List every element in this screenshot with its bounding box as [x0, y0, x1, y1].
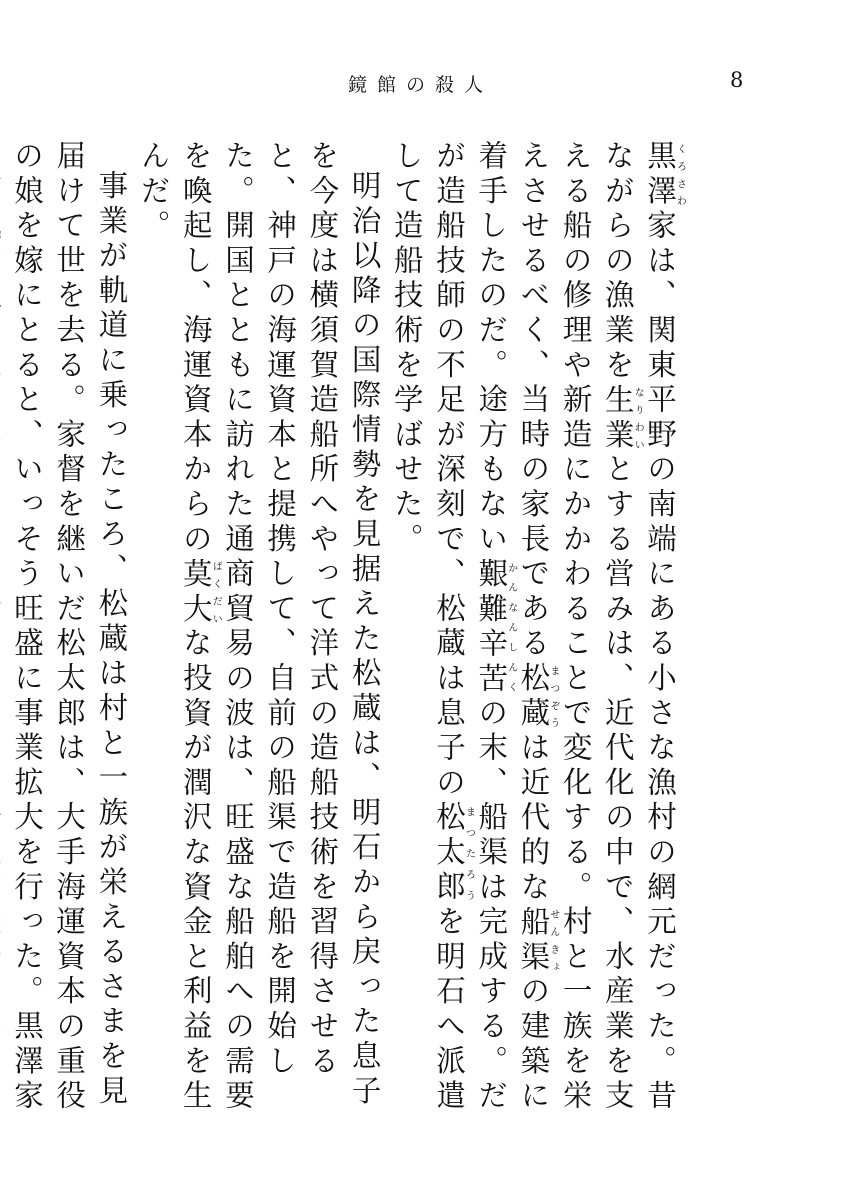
body-text [9, 140, 686, 1140]
furigana: まつたろう [463, 801, 475, 906]
page-number: 8 [730, 68, 744, 92]
ruby-base: 莫大 [178, 557, 213, 628]
text-run: の建築に着手したのだ。途方もない [474, 140, 551, 1115]
ruby-base: 艱難辛苦 [474, 557, 509, 697]
ruby-base: 船渠 [516, 905, 551, 976]
ruby-word [178, 557, 222, 628]
text-run: 事業が軌道に乗ったころ、松蔵は村と一族が栄えるさまを見届けて世を去る。家督を継いだ松太郎は、大手海運資本の重役の娘を嫁にとると、いっそう旺盛に事業拡大を行った。黒澤家 [9, 140, 129, 1115]
running-title: 鏡館の殺人 [347, 74, 493, 96]
paragraph [132, 140, 385, 1140]
text-run: な投資が潤沢な資金と利益を生んだ。 [136, 140, 213, 1115]
text-run: は近代的な [516, 731, 551, 906]
ruby-word [431, 801, 475, 906]
furigana: まつぞう [547, 662, 559, 732]
text-run: 家は、関東平野の南端にある小さな漁村の網元だった。昔ながらの漁業を [600, 140, 677, 1115]
ruby-base: 生業 [600, 383, 635, 454]
ruby-word [643, 140, 686, 210]
furigana: ばくだい [210, 557, 222, 628]
ruby-word [600, 383, 644, 454]
furigana: なりわい [632, 383, 644, 454]
ruby-word [516, 662, 559, 732]
text-run: の末、船渠は完成する。だが造船技師の不足が深刻で、松蔵は息子の [431, 140, 509, 1115]
ruby-word [516, 905, 559, 976]
paragraph [0, 140, 132, 1140]
text-run: とする営みは、近代化の中で、水産業を支える船の修理や新造にかかわることで変化する。村と一族を栄えさせるべく、当時の家長である [516, 140, 635, 1115]
furigana: せんきょ [547, 905, 559, 976]
ruby-base: 松太郎 [431, 801, 466, 906]
ruby-base: 黒澤 [643, 140, 677, 210]
paragraph [386, 140, 685, 1140]
furigana: くろさわ [674, 140, 686, 210]
ruby-word [474, 557, 517, 697]
furigana: かんなんしんく [505, 557, 517, 697]
ruby-base: 松蔵 [516, 662, 551, 732]
text-run: 明治以降の国際情勢を見据えた松蔵は、明石から戻った息子を今度は横須賀造船所へやって洋式の造船技術を習得させると、神戸の海運資本と提携して、自前の船渠で造船を開始した。開国とともに訪れた通商貿易の波は、旺盛な船舶への需要を喚起し、海運資本からの [178, 140, 382, 1115]
text-run: を明石へ派遣して造船技術を学ばせた。 [389, 140, 466, 1115]
